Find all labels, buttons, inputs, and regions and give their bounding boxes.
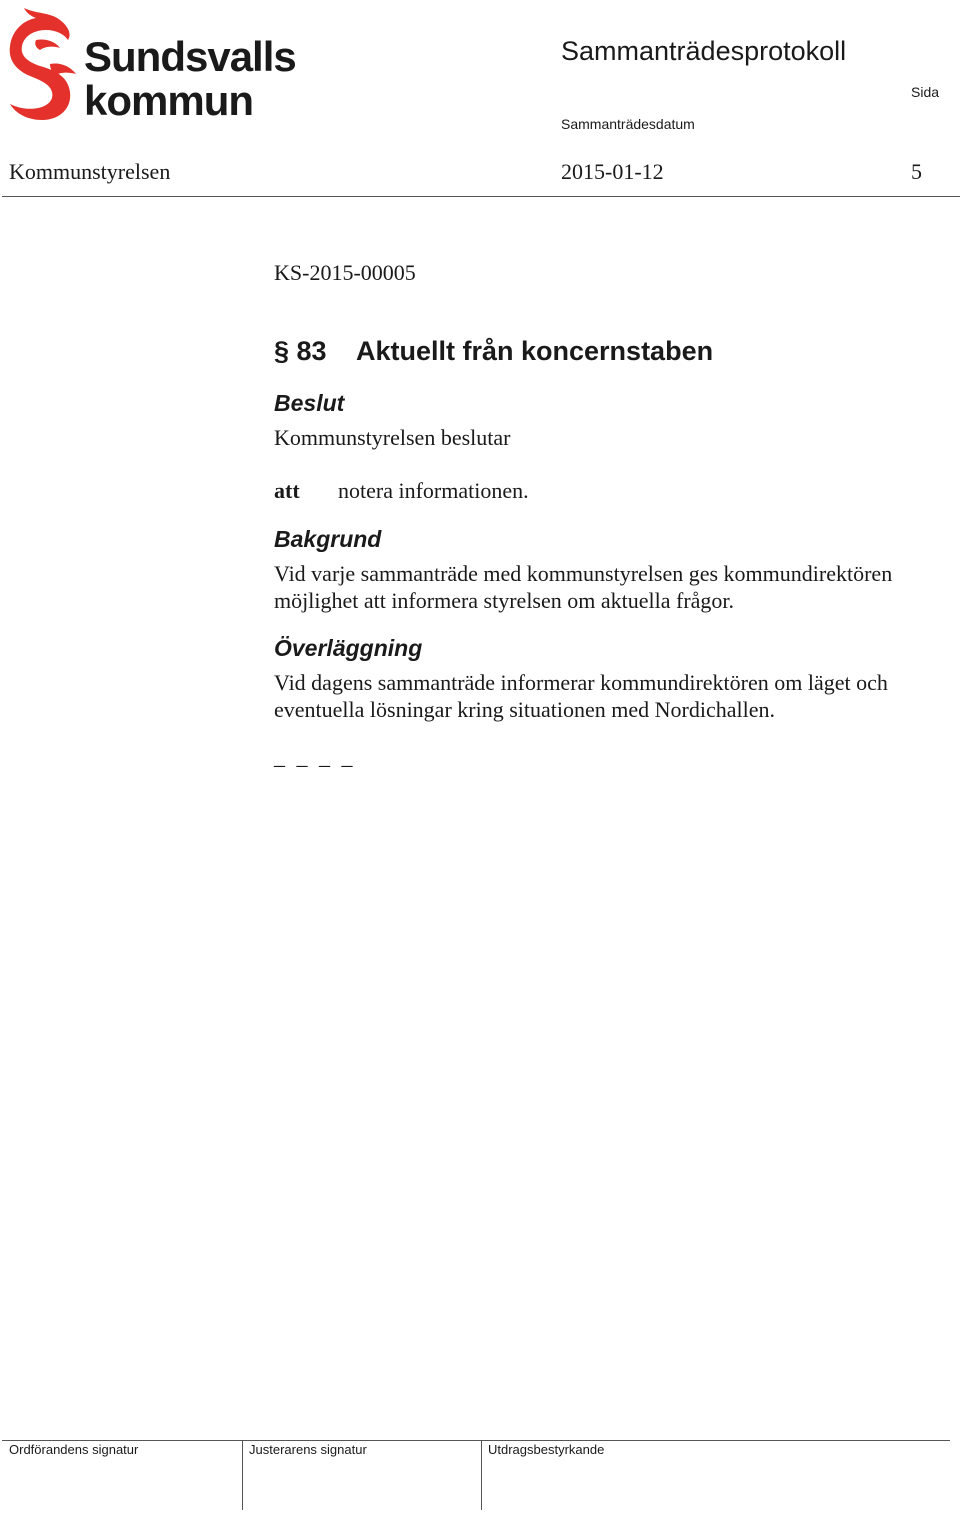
bakgrund-line-2: möjlighet att informera styrelsen om aktuella frågor. xyxy=(274,588,735,613)
logo-line-2: kommun xyxy=(84,77,254,124)
date-label: Sammanträdesdatum xyxy=(561,116,695,132)
adjuster-signature-label: Justerarens signatur xyxy=(249,1442,367,1457)
case-number: KS-2015-00005 xyxy=(274,260,416,285)
chairman-signature-label: Ordförandens signatur xyxy=(9,1442,139,1457)
footer-column-divider xyxy=(242,1440,243,1510)
paragraph-number: § 83 xyxy=(274,336,327,366)
section-heading xyxy=(274,336,713,367)
footer-divider xyxy=(2,1440,950,1441)
section-title: Aktuellt från koncernstaben xyxy=(356,336,714,366)
sundsvall-logo xyxy=(6,4,306,122)
logo-line-1: Sundsvalls xyxy=(84,33,296,80)
meeting-date: 2015-01-12 xyxy=(561,159,664,184)
bakgrund-line-1: Vid varje sammanträde med kommunstyrelsen ges kommundirektören xyxy=(274,561,893,586)
dragon-logo-icon xyxy=(6,4,80,122)
page-number: 5 xyxy=(911,159,922,184)
document-title: Sammanträdesprotokoll xyxy=(561,36,847,66)
beslut-intro: Kommunstyrelsen beslutar xyxy=(274,425,511,450)
committee-name: Kommunstyrelsen xyxy=(9,159,171,184)
att-label: att xyxy=(274,478,300,503)
att-text: notera informationen. xyxy=(338,478,529,503)
overlaggning-heading: Överläggning xyxy=(274,635,423,661)
footer-column-divider xyxy=(481,1440,482,1510)
bakgrund-heading: Bakgrund xyxy=(274,526,382,552)
end-marker: _ _ _ _ xyxy=(274,744,356,769)
page-label: Sida xyxy=(911,84,940,100)
overlaggning-line-1: Vid dagens sammanträde informerar kommundirektören om läget och xyxy=(274,670,888,695)
extract-certification-label: Utdragsbestyrkande xyxy=(488,1442,605,1457)
overlaggning-line-2: eventuella lösningar kring situationen med Nordichallen. xyxy=(274,697,775,722)
header-divider xyxy=(2,196,960,197)
beslut-heading: Beslut xyxy=(274,390,345,416)
